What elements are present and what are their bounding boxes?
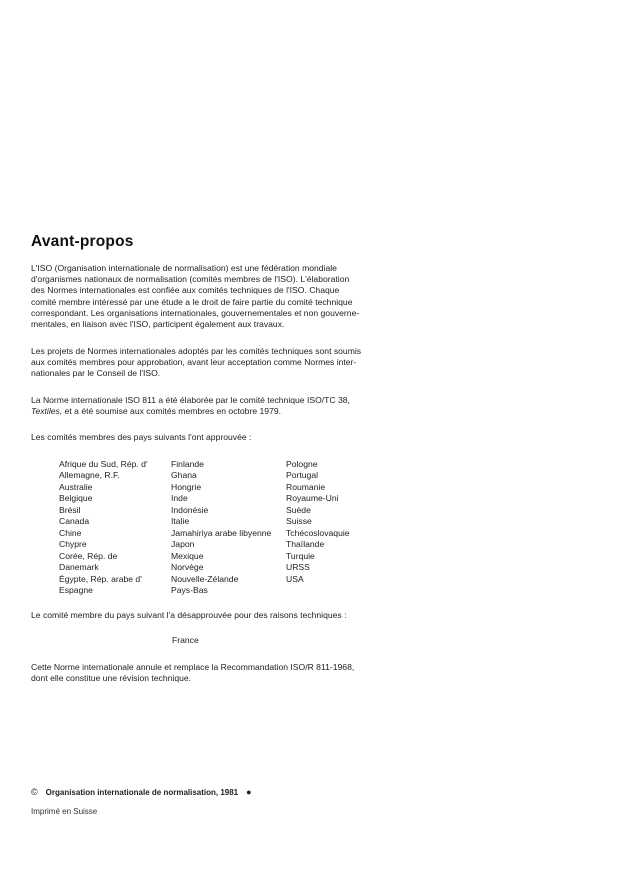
text-line: L'ISO (Organisation internationale de normalisation) est une fédération mondiale [31,263,337,273]
country-item: Suisse [286,516,312,527]
country-item: Nouvelle-Zélande [171,573,239,584]
country-item: Jamahiriya arabe libyenne [171,527,272,538]
country-item: Chine [59,527,82,538]
country-item: Thaïlande [286,539,325,550]
country-item: Norvège [171,562,204,573]
paragraph-iso-intro [31,263,383,330]
text-line: des Normes internationales est confiée aux comités techniques de l'ISO. Chaque [31,285,340,296]
country-item: Italie [171,516,190,527]
copyright-notice [31,787,252,797]
country-item: Chypre [59,539,87,550]
country-item: Inde [171,493,188,504]
country-item: Portugal [286,470,319,481]
copyright-icon: © [31,787,38,797]
country-item: Corée, Rép. de [59,550,118,561]
page-title: Avant-propos [31,233,134,250]
text-line: aux comités membres pour approbation, avant leur acceptation comme Normes inter- [31,357,357,368]
country-item: Royaume-Uni [286,493,339,504]
country-item: Pologne [286,459,318,469]
country-item: Danemark [59,562,99,573]
text-fragment: et a été soumise aux comités membres en octobre 1979. [62,406,281,417]
bullet-icon: ● [246,787,252,797]
country-item: URSS [286,562,310,573]
printed-in-notice: Imprimé en Suisse [31,807,98,816]
country-item: Brésil [59,504,81,515]
country-item: Mexique [171,550,204,561]
text-line: La Norme internationale ISO 811 a été élaborée par le comité technique ISO/TC 38, [31,395,350,405]
country-item: Australie [59,481,93,492]
country-item: Hongrie [171,481,202,492]
country-item: Suède [286,504,311,515]
text-line: Le comité membre du pays suivant l'a désapprouvée pour des raisons techniques : [31,610,347,620]
text-line: Cette Norme internationale annule et remplace la Recommandation ISO/R 811-1968, [31,662,355,672]
country-item: USA [286,573,304,584]
country-column-2 [171,459,286,596]
country-item: Belgique [59,493,93,504]
country-item: Pays-Bas [171,584,208,595]
country-item: Canada [59,516,90,527]
paragraph-approval-intro [31,432,383,443]
text-line: comité membre intéressé par une étude a le droit de faire partie du comité technique [31,296,353,307]
country-item: Turquie [286,550,315,561]
country-item: Espagne [59,584,93,595]
paragraph-draft-standards [31,346,383,380]
country-column-3 [286,459,386,585]
text-line: correspondant. Les organisations internationales, gouvernementales et non gouverne- [31,307,360,318]
copyright-organisation: Organisation internationale de normalisation, 1981 [45,788,239,797]
country-item: Roumanie [286,481,326,492]
country-item: Tchécoslovaquie [286,527,350,538]
text-line: Les comités membres des pays suivants l'ont approuvée : [31,432,252,442]
text-line: Les projets de Normes internationales adoptés par les comités techniques sont soumis [31,346,362,356]
country-column-1 [59,459,171,596]
paragraph-standard-origin [31,395,383,417]
text-line: mentales, en liaison avec l'ISO, participent également aux travaux. [31,319,285,330]
text-line [31,406,383,417]
country-item: Allemagne, R.F. [59,470,120,481]
paragraph-disapproval-intro [31,610,383,621]
country-item: Japon [171,539,195,550]
country-item: Égypte, Rép. arabe d' [59,573,142,584]
paragraph-replacement [31,662,383,684]
committee-name-italic: Textiles, [31,406,63,417]
country-item: Afrique du Sud, Rép. d' [59,459,148,469]
country-item: Finlande [171,459,204,469]
text-line: dont elle constitue une révision technique. [31,673,192,684]
country-item: Indonésie [171,504,209,515]
text-line: d'organismes nationaux de normalisation (comités membres de l'ISO). L'élaboration [31,274,350,285]
country-item: Ghana [171,470,197,481]
text-line: nationales par le Conseil de l'ISO. [31,368,161,379]
disapproving-country: France [172,635,199,645]
